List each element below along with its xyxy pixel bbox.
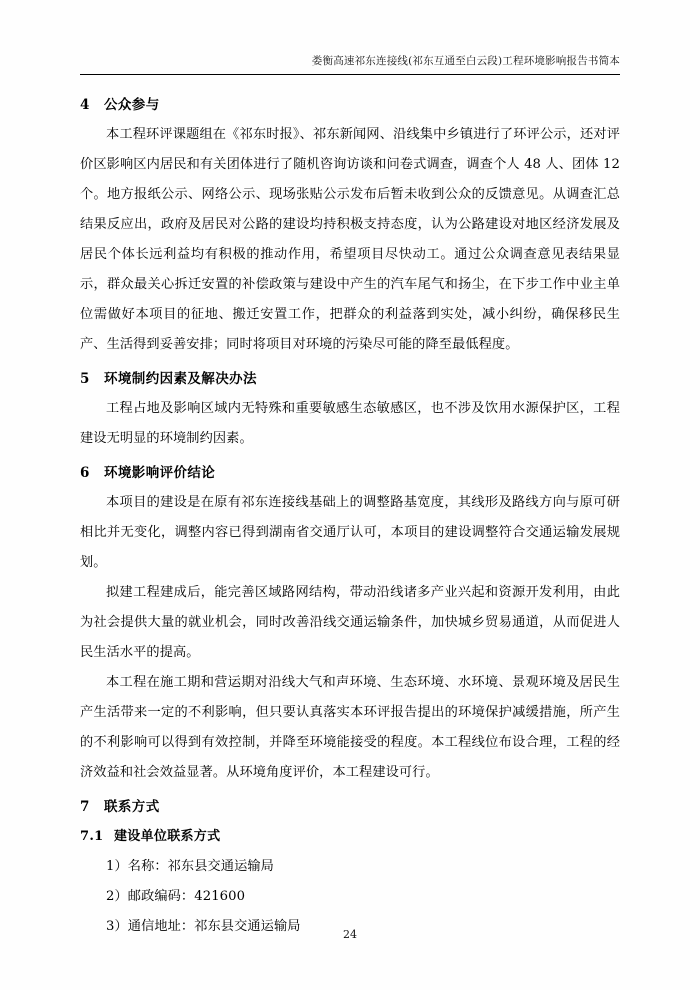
- paragraph: 本工程在施工期和营运期对沿线大气和声环境、生态环境、水环境、景观环境及居民生产生活带来一定的不利影响，但只要认真落实本环评报告提出的环境保护减缓措施，所产生的不利影响可以得到有效控制，并降至环境能接受的程度。本工程线位布设合理，工程的经济效益和社会效益显著。从环境角度评价，本工程建设可行。: [80, 675, 620, 780]
- list-item: 2）邮政编码：421600: [106, 889, 246, 904]
- heading-number: 4: [80, 97, 90, 113]
- heading-public-participation: [80, 92, 620, 118]
- heading-environmental-constraints: [80, 366, 620, 392]
- heading-text: 环境制约因素及解决办法: [104, 371, 257, 387]
- paragraph: 本工程环评课题组在《祁东时报》、祁东新闻网、沿线集中乡镇进行了环评公示，还对评价区影响区内居民和有关团体进行了随机咨询访谈和问卷式调查，调查个人 48 人、团体 12 个。地方报纸公示、网络公示、现场张贴公示发布后暂未收到公众的反馈意见。从调查汇总结果反应出，政府及居民对公路的建设均持积极支持态度，认为公路建设对地区经济发展及居民个体长远利益均有积极的推动作用，希望项目尽快动工。通过公众调查意见表结果显示，群众最关心拆迁安置的补偿政策与建设中产生的汽车尾气和扬尘，在下步工作中业主单位需做好本项目的征地、搬迁安置工作，把群众的利益落到实处，减小纠纷，确保移民生产、生活得到妥善安排；同时将项目对环境的污染尽可能的降至最低程度。: [80, 127, 620, 352]
- heading-contact-information: [80, 794, 620, 820]
- paragraph: 本项目的建设是在原有祁东连接线基础上的调整路基宽度，其线形及路线方向与原可研相比并无变化，调整内容已得到湖南省交通厅认可，本项目的建设调整符合交通运输发展规划。: [80, 495, 620, 570]
- heading-text: 公众参与: [104, 97, 160, 113]
- heading-construction-unit-contact: [80, 824, 620, 850]
- running-header: 娄衡高速祁东连接线(祁东互通至白云段)工程环境影响报告书简本: [311, 55, 620, 67]
- document-body: [80, 86, 620, 942]
- heading-text: 建设单位联系方式: [114, 829, 221, 844]
- heading-eia-conclusion: [80, 460, 620, 486]
- heading-number: 5: [80, 371, 90, 387]
- heading-number: 7: [80, 799, 90, 815]
- page-number: 24: [343, 928, 357, 941]
- heading-text: 联系方式: [104, 799, 160, 815]
- header-divider: [80, 74, 620, 75]
- paragraph: 拟建工程建成后，能完善区域路网结构，带动沿线诸多产业兴起和资源开发利用，由此为社会提供大量的就业机会，同时改善沿线交通运输条件，加快城乡贸易通道，从而促进人民生活水平的提高。: [80, 585, 620, 660]
- list-item: 3）通信地址：祁东县交通运输局: [106, 919, 301, 934]
- list-item: 1）名称：祁东县交通运输局: [106, 859, 274, 874]
- heading-number: 7.1: [80, 829, 104, 844]
- paragraph: 工程占地及影响区域内无特殊和重要敏感生态敏感区，也不涉及饮用水源保护区，工程建设无明显的环境制约因素。: [80, 401, 620, 446]
- heading-number: 6: [80, 465, 90, 481]
- heading-text: 环境影响评价结论: [104, 465, 216, 481]
